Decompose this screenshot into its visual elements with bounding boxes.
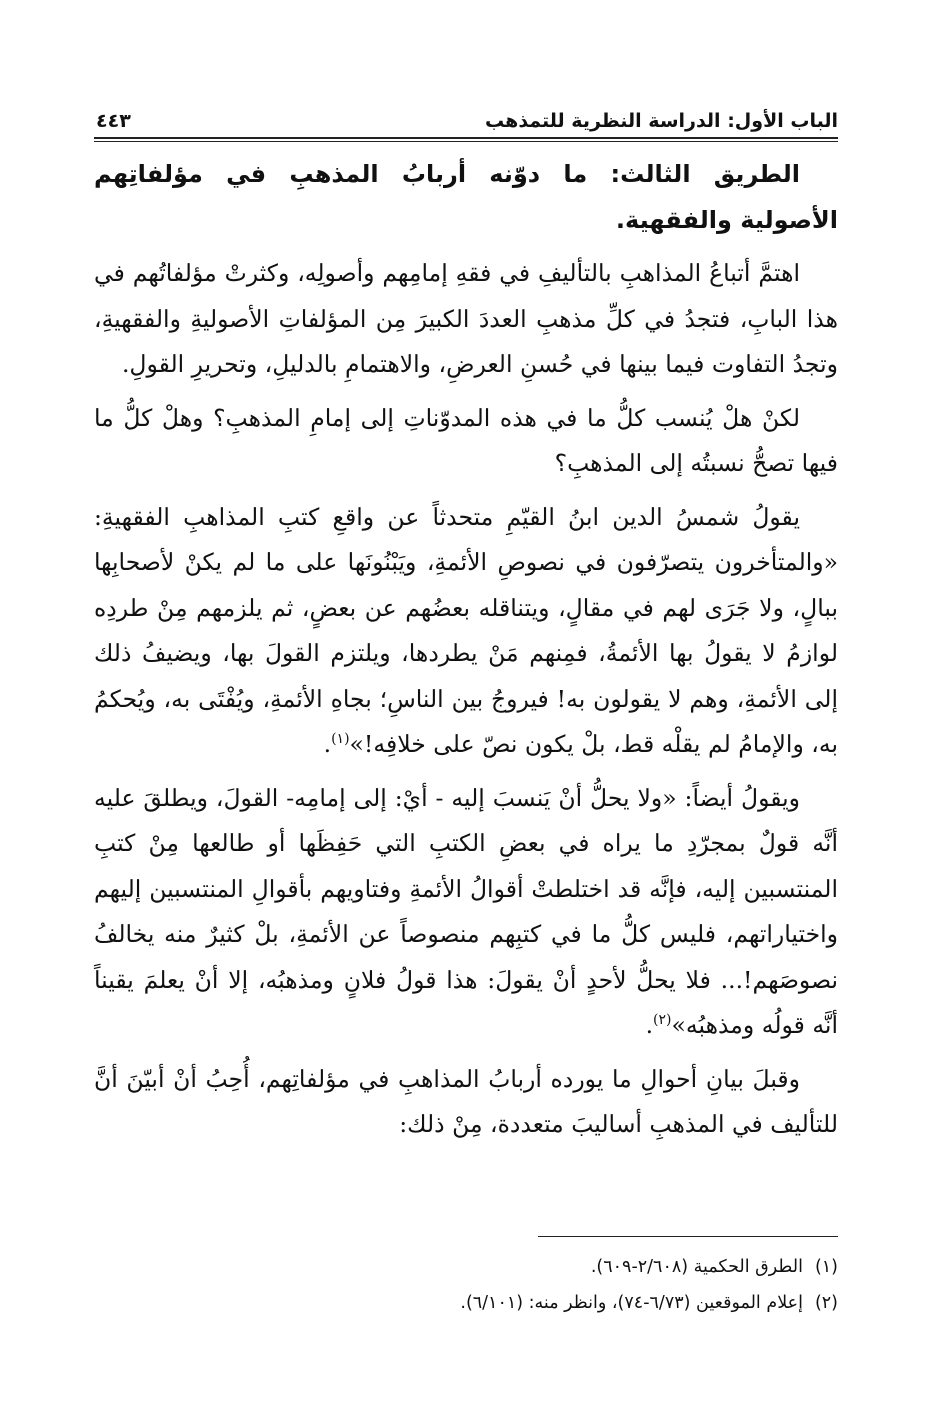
quote-ibn-qayyim: يقولُ شمسُ الدين ابنُ القيّمِ متحدثاً عن واقعِ كتبِ المذاهبِ الفقهيةِ: «والمتأخرون يتصرّفون في نصوصِ الأئمةِ، ويَبْنُونَها على ما لم يكنْ لأصحابِها ببالٍ، ولا جَرَى لهم في مقالٍ، ويتناقله بعضُهم عن بعضٍ، ثم يلزمهم مِنْ طردِه لوازمُ لا يقولُ بها الأئمةُ، فمِنهم مَنْ يطردها، ويلتزم القولَ بها، ويضيفُ ذلك إلى الأئمةِ، وهم لا يقولون به! فيروجُ بين الناسِ؛ بجاهِ الأئمةِ، ويُفْتَى به، ويُحكمُ به، والإمامُ لم يقلْه قط، بلْ يكون نصّ على خلافِه!» — [94, 502, 838, 758]
footnote-ref-1[interactable]: (١) — [331, 731, 350, 748]
page-number: ٤٤٣ — [96, 110, 131, 132]
running-header — [96, 98, 838, 132]
chapter-title: الباب الأول: الدراسة النظرية للتمذهب — [485, 110, 838, 132]
footnote-separator — [538, 1236, 838, 1237]
paragraph-2: لكنْ هلْ يُنسب كلُّ ما في هذه المدوّناتِ إلى إمامِ المذهبِ؟ وهلْ كلُّ ما فيها تصحُّ نسبتُه إلى المذهبِ؟ — [94, 403, 838, 477]
paragraph-4 — [94, 776, 838, 1049]
footnote-text: إعلام الموقعين (٦/٧٣-٧٤)، وانظر منه: (٦/١٠١). — [460, 1293, 803, 1313]
footnote-2 — [96, 1285, 838, 1321]
footnote-number: (١) — [814, 1257, 838, 1277]
header-rule — [94, 137, 838, 139]
section-heading: الطريق الثالث: ما دوّنه أربابُ المذهبِ في مؤلفاتِهم الأصولية والفقهية. — [94, 160, 838, 234]
paragraph-3 — [94, 495, 838, 768]
footnote-1 — [96, 1249, 838, 1285]
footnote-text: الطرق الحكمية (٢/٦٠٨-٦٠٩). — [590, 1257, 803, 1277]
paragraph-1: اهتمَّ أتباعُ المذاهبِ بالتأليفِ في فقهِ إمامِهم وأصولِه، وكثرتْ مؤلفاتُهم في هذا البابِ، فتجدُ في كلِّ مذهبِ العددَ الكبيرَ مِن المؤلفاتِ الأصوليةِ والفقهيةِ، وتجدُ التفاوت فيما بينها في حُسنِ العرضِ، والاهتمامِ بالدليلِ، وتحريرِ القولِ. — [94, 259, 838, 378]
footnote-ref-2[interactable]: (٢) — [653, 1012, 672, 1029]
footnotes — [96, 1249, 838, 1321]
footnote-number: (٢) — [814, 1293, 838, 1313]
main-text — [94, 152, 838, 1156]
quote-also: ويقولُ أيضاً: «ولا يحلُّ أنْ يَنسبَ إليه - أيْ: إلى إمامِه- القولَ، ويطلقَ عليه أنَّه قولٌ بمجرّدِ ما يراه في بعضِ الكتبِ التي حَفِظَها أو طالعها مِنْ كتبِ المنتسبين إليه، فإنَّه قد اختلطتْ أقوالُ الأئمةِ وفتاويهم بأقوالِ المنتسبين إليهم واختياراتهم، فليس كلُّ ما في كتبِهم منصوصاً عن الأئمةِ، بلْ كثيرٌ منه يخالفُ نصوصَهم!... فلا يحلُّ لأحدٍ أنْ يقولَ: هذا قولُ فلانٍ ومذهبُه، إلا أنْ يعلمَ يقيناً أنَّه قولُه ومذهبُه» — [94, 783, 838, 1039]
paragraph-5: وقبلَ بيانِ أحوالِ ما يورده أربابُ المذاهبِ في مؤلفاتِهم، أُحِبُ أنْ أبيّنَ أنَّ للتأليف في المذهبِ أساليبَ متعددة، مِنْ ذلك: — [94, 1064, 838, 1138]
sentence-end: . — [645, 1011, 654, 1039]
sentence-end: . — [323, 730, 332, 758]
